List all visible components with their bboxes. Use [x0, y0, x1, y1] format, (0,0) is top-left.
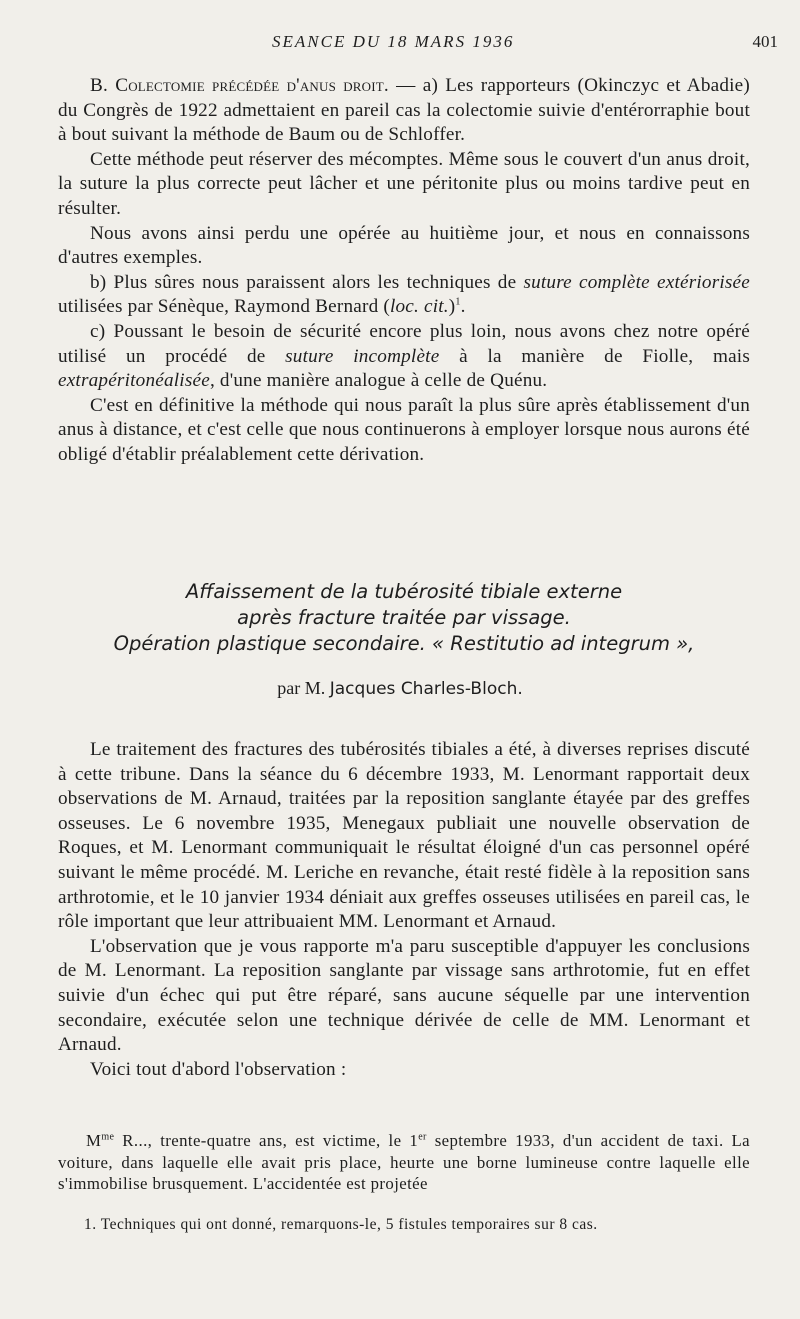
- paragraph: C'est en définitive la méthode qui nous paraît la plus sûre après établissement d'un anus à distance, et c'est celle que nous continuerons à employer lorsque nous aurons été obligé d'établir préalablement cette dérivation.: [58, 394, 750, 465]
- observation-text: $M^{me}$ R..., trente-quatre ans, est victime, le 1er septembre 1933, d'un accident de taxi. La voiture, dans laquelle elle avait pris place, heurte une borne lumineuse contre laquelle elle s'immobilise brusquement. L'accidentée est projetée: [58, 1131, 750, 1193]
- section-colectomie: [58, 74, 750, 468]
- paragraph: Voici tout d'abord l'observation :: [90, 1058, 347, 1080]
- paragraph: B. Colectomie précédée d'anus droit. — a) Les rapporteurs (Okinczyc et Abadie) du Congrès de 1922 admettaient en pareil cas la colectomie suivie d'entérorraphie bout à bout suivant la méthode de Baum ou de Schloffer.: [58, 75, 750, 146]
- paragraph: c) Poussant le besoin de sécurité encore plus loin, nous avons chez notre opéré utilisé un procédé de suture incomplète à la manière de Fiolle, mais extrapéritonéalisée, d'une manière analogue à celle de Quénu.: [58, 320, 750, 392]
- paragraph: L'observation que je vous rapporte m'a paru susceptible d'appuyer les conclusions de M. Lenormant. La reposition sanglante par vissage sans arthrotomie, fut en effet suivie d'un échec qui put être réparé, sans aucune séquelle par une intervention secondaire, exécutée selon une technique dérivée de celle de MM. Lenormant et Arnaud.: [58, 935, 750, 1056]
- paragraph: Le traitement des fractures des tubérosités tibiales a été, à diverses reprises discuté à cette tribune. Dans la séance du 6 décembre 1933, M. Lenormant rapportait deux observations de M. Arnaud, traitées par la reposition sanglante étayée par des greffes osseuses. Le 6 novembre 1935, Menegaux publiait une nouvelle observation de Roques, et M. Lenormant communiquait le résultat éloigné d'un cas personnel opéré suivant le même procédé. M. Leriche en revanche, était resté fidèle à la reposition sans arthrotomie, et le 10 janvier 1934 déniait aux greffes osseuses utilisées en pareil cas, le rôle important que leur attribuaient MM. Lenormant et Arnaud.: [58, 739, 750, 933]
- footnote-ref: 1: [455, 296, 461, 308]
- article-title: [58, 579, 750, 657]
- running-head: [0, 32, 800, 56]
- paragraph: Cette méthode peut réserver des mécomptes. Même sous le couvert d'un anus droit, la suture la plus correcte peut lâcher et une péritonite plus ou moins tardive peut en résulter.: [58, 148, 750, 219]
- title-line: Affaissement de la tubérosité tibiale externe: [185, 580, 623, 603]
- section-lead: B. Colectomie précédée d'anus droit.: [90, 75, 389, 96]
- author-line: par M. Jacques Charles-Bloch.: [277, 678, 523, 699]
- running-title: SEANCE DU 18 MARS 1936: [272, 32, 515, 51]
- title-line: après fracture traitée par vissage.: [237, 606, 571, 629]
- article-body: [58, 738, 750, 1082]
- paragraph: Nous avons ainsi perdu une opérée au huitième jour, et nous en connaissons d'autres exemples.: [58, 222, 750, 269]
- page-number: 401: [752, 32, 778, 51]
- footnote: 1. Techniques qui ont donné, remarquons-le, 5 fistules temporaires sur 8 cas.: [84, 1216, 598, 1233]
- author-name: Jacques Charles-Bloch.: [329, 679, 523, 699]
- paragraph: b) Plus sûres nous paraissent alors les techniques de suture complète extériorisée utilisées par Sénèque, Raymond Bernard (loc. cit.)$^1$.: [58, 271, 750, 318]
- title-line: Opération plastique secondaire. « Restitutio ad integrum »,: [113, 632, 695, 655]
